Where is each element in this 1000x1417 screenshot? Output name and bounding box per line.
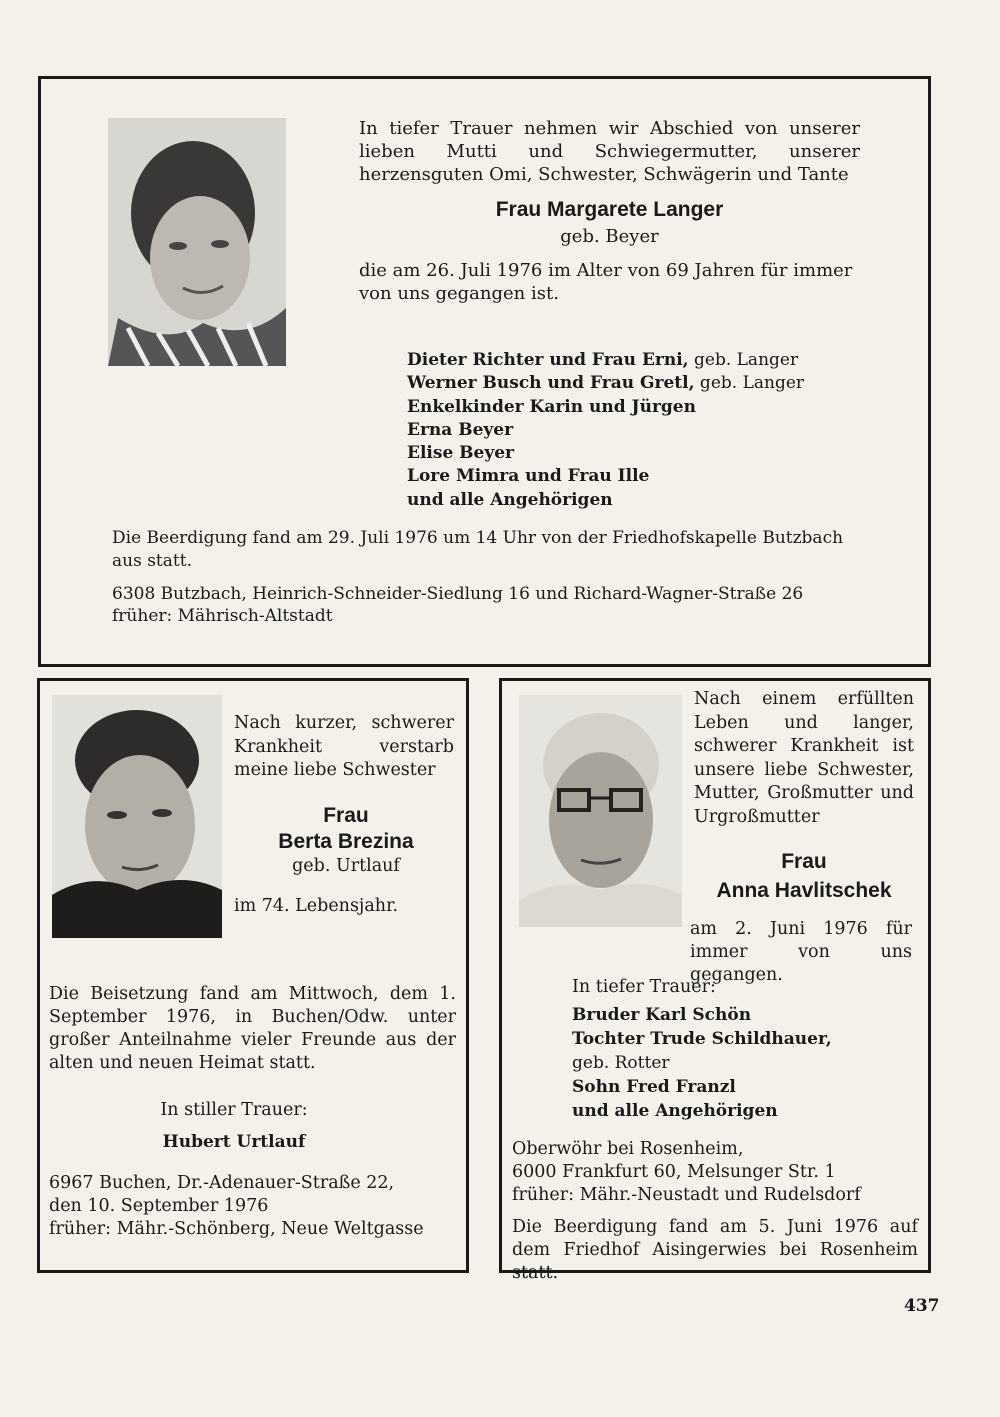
mourner-name: Enkelkinder Karin und Jürgen <box>407 396 696 417</box>
mourner-line <box>407 396 847 419</box>
brezina-mourning-label: In stiller Trauer: <box>160 1100 308 1120</box>
mourner-line <box>407 349 847 372</box>
mourner-name: Dieter Richter und Frau Erni, <box>407 350 689 370</box>
brezina-burial: Die Beisetzung fand am Mittwoch, dem 1. September 1976, in Buchen/Odw. unter großer Anteilnahme vieler Freunde aus der alten und neuen Heimat statt. <box>49 984 456 1073</box>
portrait-photo-brezina <box>52 695 222 938</box>
langer-name: Frau Margarete Langer <box>495 198 724 221</box>
mourner-name: Tochter Trude Schildhauer, <box>572 1029 832 1049</box>
page-number: 437 <box>904 1296 940 1316</box>
havlitschek-intro: Nach einem erfüllten Leben und langer, schwerer Krankheit ist unsere liebe Schwester, Mutter, Großmutter und Urgroßmutter <box>694 689 914 827</box>
mourner-name: Erna Beyer <box>407 419 514 440</box>
mourner-line <box>407 465 847 488</box>
mourner-name: Werner Busch und Frau Gretl, <box>407 373 695 394</box>
langer-born: geb. Beyer <box>560 226 659 247</box>
brezina-address-2: den 10. September 1976 <box>49 1196 269 1216</box>
langer-address-1: 6308 Butzbach, Heinrich-Schneider-Siedlung 16 und Richard-Wagner-Straße 26 <box>112 584 804 604</box>
brezina-age: im 74. Lebensjahr. <box>234 896 399 916</box>
brezina-mourner: Hubert Urtlauf <box>162 1132 306 1152</box>
mourner-line <box>407 372 847 395</box>
brezina-title: Frau <box>323 804 369 827</box>
havlitschek-address-3: früher: Mähr.-Neustadt und Rudelsdorf <box>512 1185 861 1205</box>
mourner-line <box>407 442 847 465</box>
mourner-name: Elise Beyer <box>407 443 515 464</box>
brezina-name: Berta Brezina <box>278 830 414 853</box>
langer-intro: In tiefer Trauer nehmen wir Abschied von unserer lieben Mutti und Schwiegermutter, unserer herzensguten Omi, Schwester, Schwägerin und Tante <box>359 118 860 185</box>
mourner-name: und alle Angehörigen <box>572 1101 778 1121</box>
mourner-line <box>407 419 847 442</box>
havlitschek-name: Anna Havlitschek <box>716 879 892 902</box>
mourner-note: geb. Rotter <box>572 1053 670 1073</box>
brezina-address-1: 6967 Buchen, Dr.-Adenauer-Straße 22, <box>49 1173 395 1193</box>
havlitschek-death: am 2. Juni 1976 für immer von uns gegangen. <box>690 919 912 985</box>
mourner-note: geb. Langer <box>688 350 799 370</box>
havlitschek-mourner-list <box>572 1003 912 1123</box>
mourner-line <box>407 489 847 512</box>
havlitschek-address-2: 6000 Frankfurt 60, Melsunger Str. 1 <box>512 1162 836 1182</box>
havlitschek-address-1: Oberwöhr bei Rosenheim, <box>512 1139 744 1159</box>
langer-mourner-list <box>407 349 847 512</box>
havlitschek-mourning-label: In tiefer Trauer: <box>572 977 716 997</box>
mourner-name: Sohn Fred Franzl <box>572 1077 736 1097</box>
portrait-photo-langer <box>108 118 286 366</box>
brezina-intro: Nach kurzer, schwerer Krankheit verstarb meine liebe Schwester <box>234 713 454 780</box>
havlitschek-funeral: Die Beerdigung fand am 5. Juni 1976 auf dem Friedhof Aisingerwies bei Rosenheim statt. <box>512 1217 918 1283</box>
mourner-name: Bruder Karl Schön <box>572 1005 752 1025</box>
brezina-born: geb. Urtlauf <box>292 856 400 876</box>
portrait-photo-havlitschek <box>519 695 682 927</box>
langer-death: die am 26. Juli 1976 im Alter von 69 Jahren für immer von uns gegangen ist. <box>359 260 853 304</box>
brezina-address-3: früher: Mähr.-Schönberg, Neue Weltgasse <box>49 1219 424 1239</box>
langer-address-2: früher: Mährisch-Altstadt <box>112 606 333 626</box>
havlitschek-title: Frau <box>781 850 827 873</box>
mourner-name: Lore Mimra und Frau Ille <box>407 466 650 487</box>
mourner-name: und alle Angehörigen <box>407 489 613 510</box>
langer-funeral: Die Beerdigung fand am 29. Juli 1976 um 14 Uhr von der Friedhofskapelle Butzbach aus statt. <box>112 528 844 571</box>
mourner-note: geb. Langer <box>694 373 805 394</box>
